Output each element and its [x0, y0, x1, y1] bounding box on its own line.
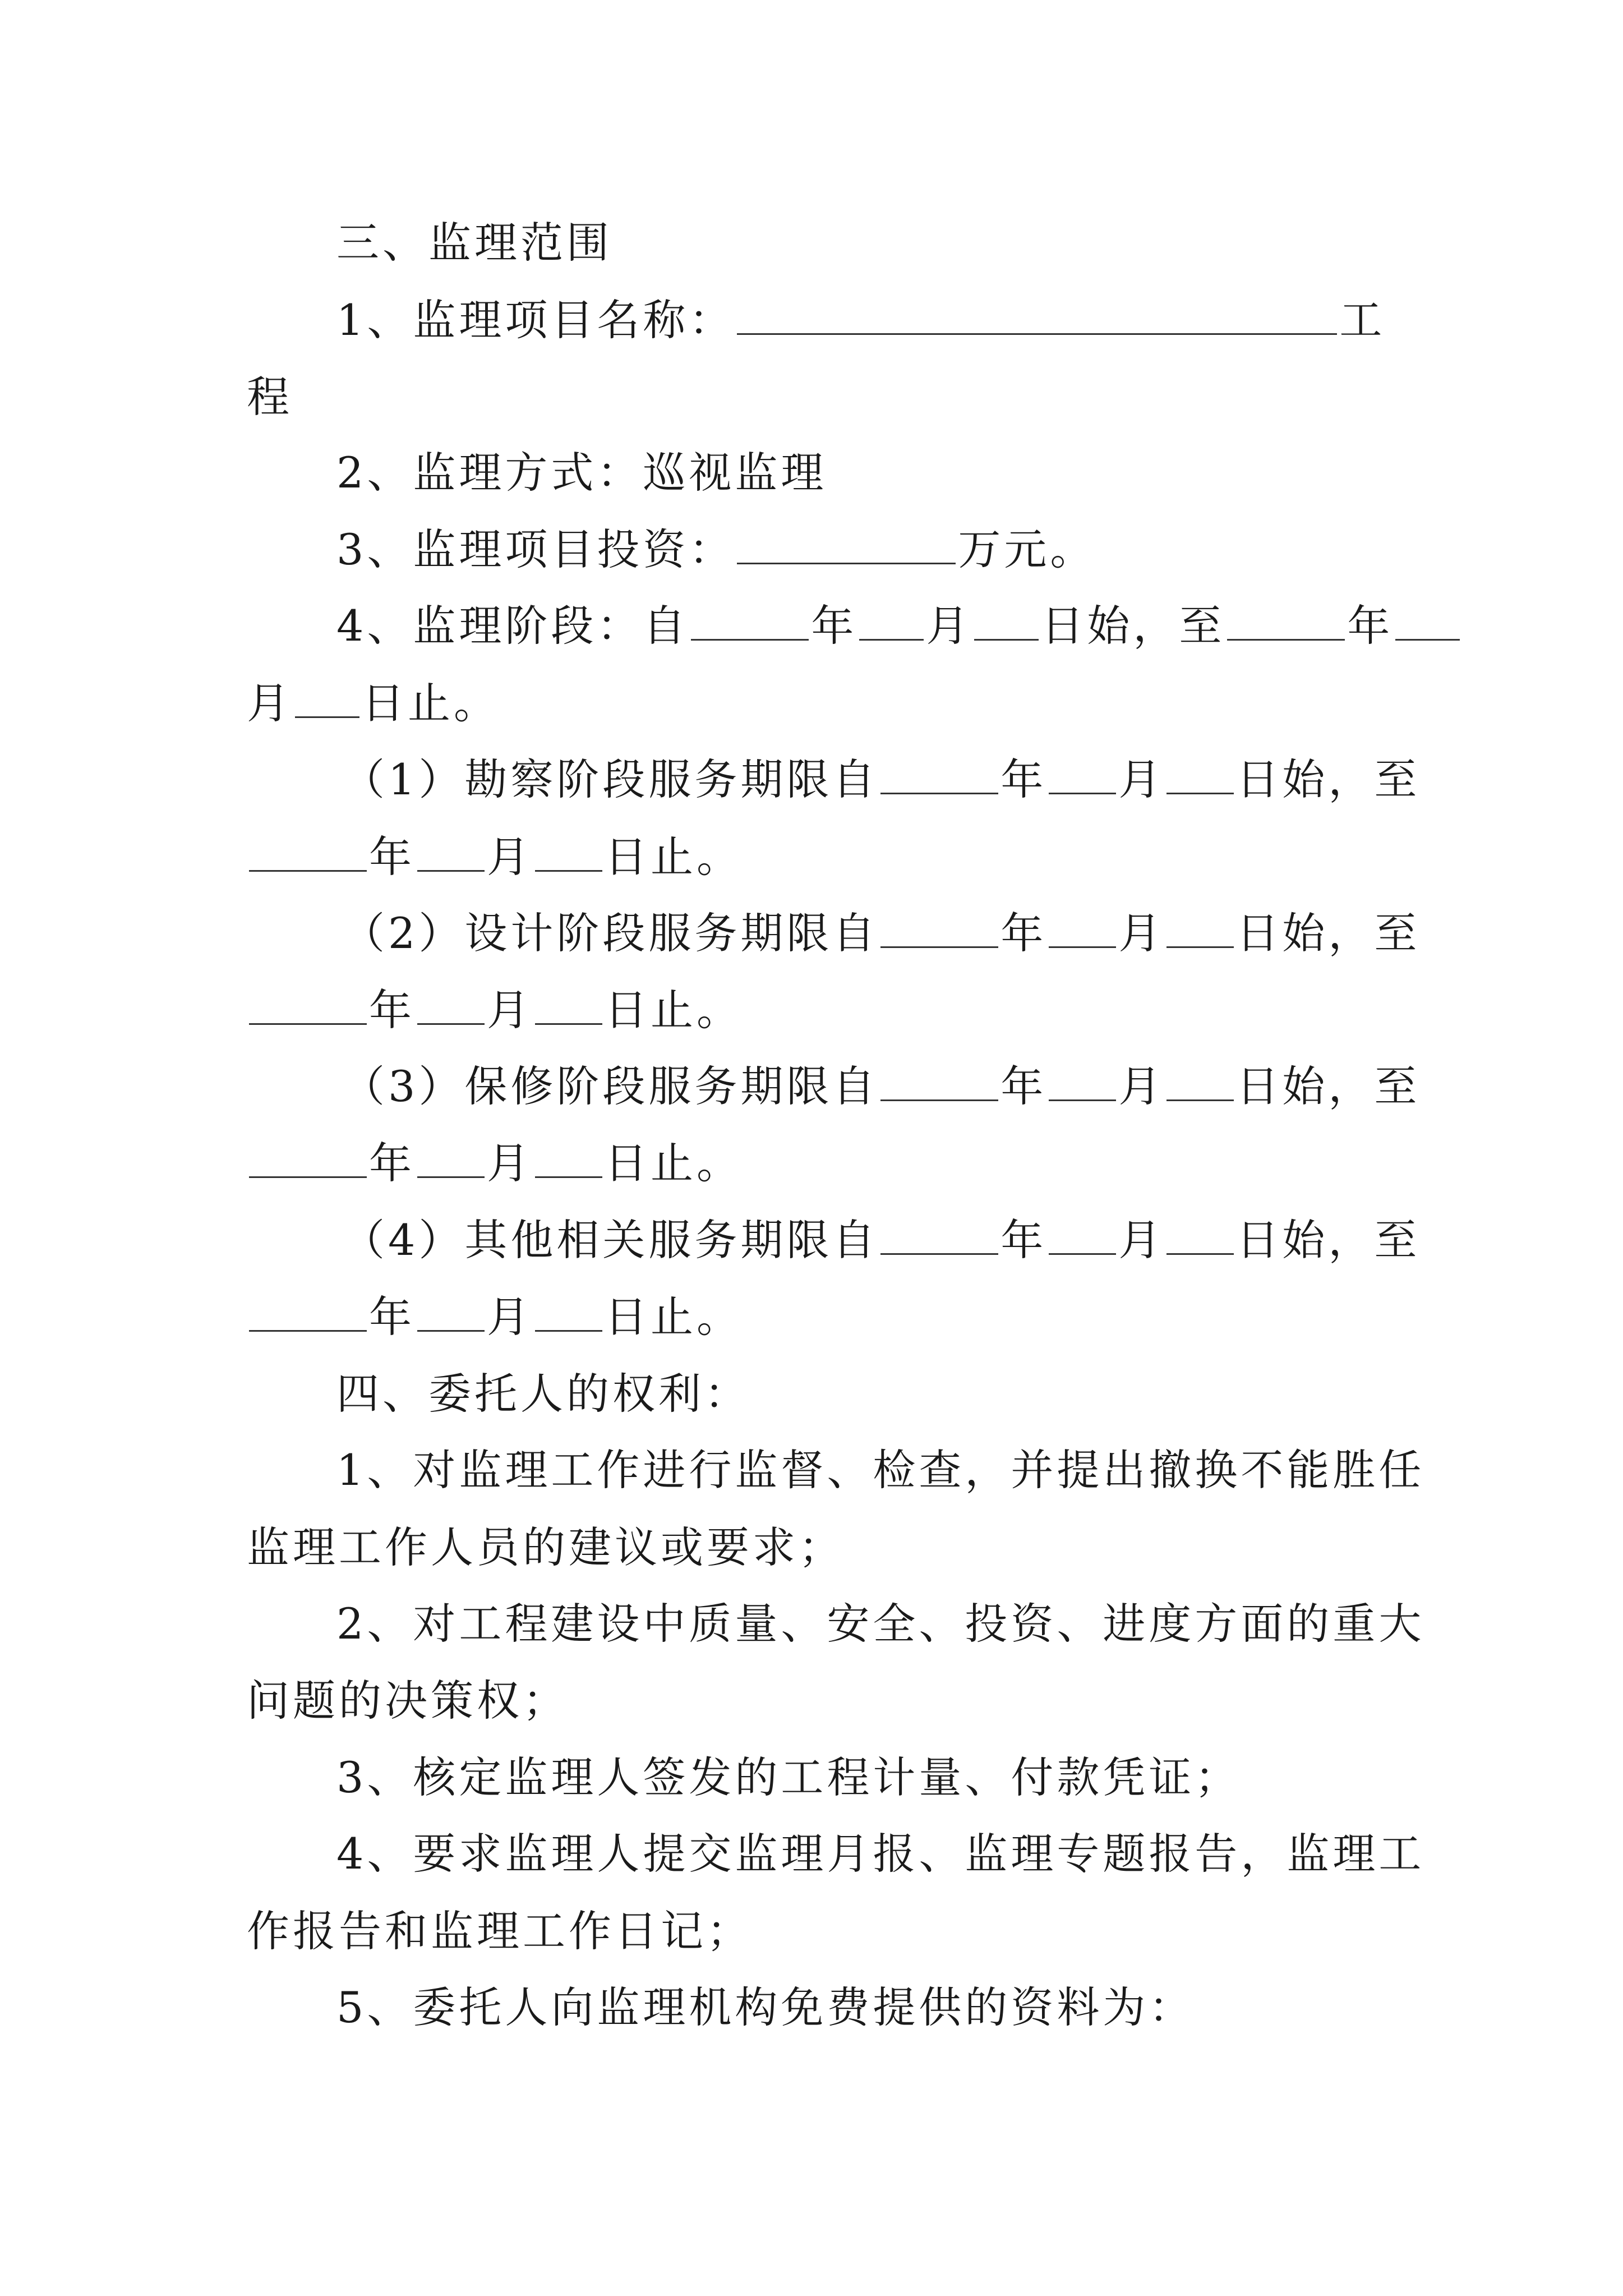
- sub-3-warranty: （3）保修阶段服务期限自 年 月 日始，至: [342, 1061, 1421, 1111]
- sub-1-start-month-blank[interactable]: [1049, 753, 1116, 794]
- sub-3-end-month-blank[interactable]: [417, 1137, 485, 1178]
- item-1-project-name: 1、监理项目名称： 工: [336, 295, 1386, 345]
- item-4-stage: 4、监理阶段：自 年 月 日始，至 年: [336, 588, 1462, 664]
- sub-1-start-year-blank[interactable]: [880, 753, 998, 794]
- sub-1-wrap: 年 月 日止。: [247, 819, 743, 895]
- right-1-line-2: 监理工作人员的建议或要求；: [247, 1522, 845, 1572]
- sub-4-start-day-blank[interactable]: [1166, 1214, 1234, 1255]
- sub-3-wrap: 年 月 日止。: [247, 1125, 743, 1202]
- start-month-blank[interactable]: [859, 600, 924, 641]
- sub-4-other: （4）其他相关服务期限自 年 月 日始，至: [342, 1215, 1421, 1265]
- right-4-line-2: 作报告和监理工作日记；: [247, 1906, 753, 1956]
- investment-blank[interactable]: [737, 523, 956, 564]
- end-month-blank[interactable]: [1395, 600, 1460, 641]
- sub-1-start-day-blank[interactable]: [1166, 753, 1234, 794]
- item-1-wrap: 程: [247, 372, 293, 422]
- sub-3-end-year-blank[interactable]: [249, 1137, 367, 1178]
- sub-3-start-month-blank[interactable]: [1049, 1060, 1116, 1101]
- item-2-method: 2、监理方式：巡视监理: [336, 448, 827, 498]
- sub-2-wrap: 年 月 日止。: [247, 972, 743, 1048]
- sub-2-end-month-blank[interactable]: [417, 984, 485, 1025]
- project-name-blank[interactable]: [737, 294, 1337, 335]
- sub-4-start-year-blank[interactable]: [880, 1214, 998, 1255]
- sub-4-end-year-blank[interactable]: [249, 1291, 367, 1332]
- right-1-line-1: 1、对监理工作进行监督、检查，并提出撤换不能胜任: [336, 1445, 1425, 1495]
- item-3-investment: 3、监理项目投资： 万元。: [336, 524, 1096, 574]
- end-year-blank[interactable]: [1227, 600, 1345, 641]
- sub-3-start-day-blank[interactable]: [1166, 1060, 1234, 1101]
- item-4-wrap: 月 日止。: [247, 678, 500, 728]
- sub-2-start-month-blank[interactable]: [1049, 907, 1116, 948]
- section-3-heading: 三、监理范围: [336, 218, 612, 268]
- right-5: 5、委托人向监理机构免费提供的资料为：: [336, 1982, 1195, 2032]
- right-2-line-1: 2、对工程建设中质量、安全、投资、进度方面的重大: [336, 1599, 1425, 1649]
- sub-2-end-year-blank[interactable]: [249, 984, 367, 1025]
- end-day-blank[interactable]: [295, 677, 359, 718]
- sub-1-end-day-blank[interactable]: [535, 831, 602, 872]
- right-2-line-2: 问题的决策权；: [247, 1676, 569, 1726]
- sub-2-design: （2）设计阶段服务期限自 年 月 日始，至: [342, 908, 1421, 958]
- sub-3-end-day-blank[interactable]: [535, 1137, 602, 1178]
- right-4-line-1: 4、要求监理人提交监理月报、监理专题报告，监理工: [336, 1829, 1425, 1879]
- sub-2-end-day-blank[interactable]: [535, 984, 602, 1025]
- sub-3-start-year-blank[interactable]: [880, 1060, 998, 1101]
- sub-2-start-year-blank[interactable]: [880, 907, 998, 948]
- sub-4-end-day-blank[interactable]: [535, 1291, 602, 1332]
- sub-1-end-year-blank[interactable]: [249, 831, 367, 872]
- sub-4-end-month-blank[interactable]: [417, 1291, 485, 1332]
- sub-1-end-month-blank[interactable]: [417, 831, 485, 872]
- sub-2-start-day-blank[interactable]: [1166, 907, 1234, 948]
- sub-1-survey: （1）勘察阶段服务期限自 年 月 日始，至: [342, 754, 1421, 804]
- sub-4-start-month-blank[interactable]: [1049, 1214, 1116, 1255]
- right-3: 3、核定监理人签发的工程计量、付款凭证；: [336, 1752, 1241, 1802]
- start-year-blank[interactable]: [691, 600, 809, 641]
- sub-4-wrap: 年 月 日止。: [247, 1279, 743, 1355]
- section-4-heading: 四、委托人的权利：: [336, 1369, 750, 1419]
- start-day-blank[interactable]: [974, 600, 1039, 641]
